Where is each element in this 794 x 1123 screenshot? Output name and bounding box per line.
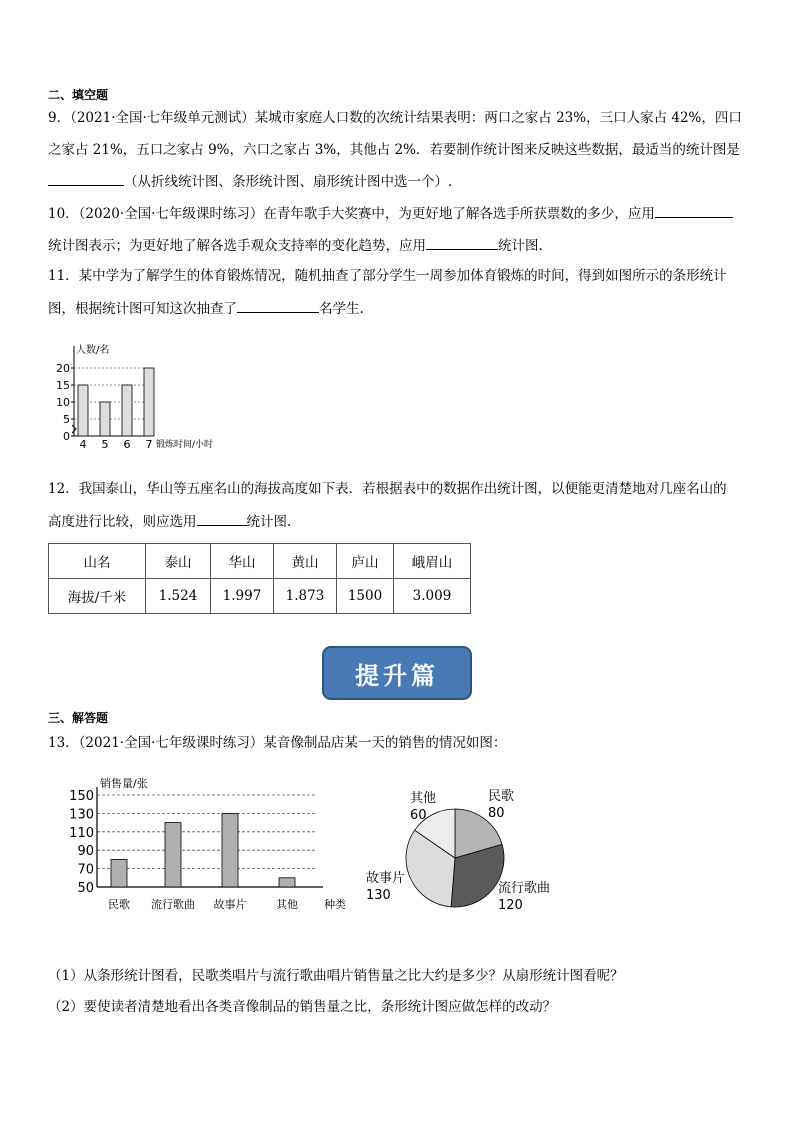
y-tick-label: 5	[63, 413, 70, 426]
q11-line2-end: 名学生.	[319, 301, 364, 317]
section-heading: 三、解答题	[48, 711, 109, 725]
sales-pie-chart	[358, 778, 568, 918]
x-tick-label: 流行歌曲	[151, 898, 195, 911]
q12-line2-text: 高度进行比较，则应选用	[48, 514, 197, 530]
q10-line2-end: 统计图.	[498, 238, 543, 254]
q9-line1: 9．（2021·全国·七年级单元测试）某城市家庭人口数的次统计结果表明：两口之家占 23%，三口人家占 42%，四口	[48, 110, 742, 126]
answer-blank[interactable]	[197, 512, 247, 526]
y-tick-label: 150	[69, 789, 94, 804]
slice-label: 故事片	[366, 871, 406, 886]
q13-sub1: （1）从条形统计图看，民歌类唱片与流行歌曲唱片销售量之比大约是多少？从扇形统计图看呢？	[48, 968, 624, 984]
q12-line2	[48, 512, 291, 531]
q11-line2-text: 图，根据统计图可知这次抽查了	[48, 301, 237, 317]
y-tick-label: 90	[77, 844, 94, 860]
advanced-section-banner: 提升篇	[322, 646, 472, 700]
y-tick-label: 110	[69, 825, 94, 841]
table-row	[49, 579, 471, 614]
x-tick-label: 其他	[276, 898, 298, 911]
q9-line3-text: （从折线统计图、条形统计图、扇形统计图中选一个）.	[124, 174, 453, 190]
table-cell: 黄山	[274, 544, 337, 579]
bar	[122, 385, 132, 436]
q11-line1: 11．某中学为了解学生的体育锻炼情况，随机抽查了部分学生一周参加体育锻炼的时间，得到如图所示的条形统计	[48, 268, 727, 284]
bar	[78, 385, 88, 436]
y-axis-label: 销售量/张	[100, 777, 148, 790]
table-cell: 海拔/千米	[49, 579, 146, 614]
q11-line2	[48, 299, 364, 318]
q12-line2-end: 统计图.	[246, 514, 292, 530]
table-cell: 山名	[49, 544, 146, 579]
q10-line2	[48, 236, 543, 255]
bar	[100, 402, 110, 436]
bar	[165, 823, 181, 887]
x-tick-label: 6	[123, 438, 131, 451]
q10-line1-text: 10．（2020·全国·七年级课时练习）在青年歌手大奖赛中，为更好地了解各选手所获票数的多少，应用	[48, 206, 655, 222]
x-axis-label: 种类	[324, 898, 346, 911]
mountain-height-table	[48, 543, 471, 614]
slice-value: 130	[366, 888, 391, 903]
answer-blank[interactable]	[426, 236, 498, 250]
table-cell: 1500	[337, 579, 394, 614]
table-cell: 1.524	[146, 579, 211, 614]
y-tick-label: 130	[69, 807, 94, 823]
q10-line2-text: 统计图表示；为更好地了解各选手观众支持率的变化趋势，应用	[48, 238, 426, 254]
x-tick-label: 4	[79, 438, 87, 451]
y-tick-label: 50	[77, 881, 94, 896]
y-axis-label: 人数/名	[76, 345, 110, 356]
table-cell: 庐山	[337, 544, 394, 579]
q10-line1	[48, 204, 733, 223]
slice-label: 民歌	[488, 789, 515, 804]
bar	[279, 878, 295, 887]
answer-blank[interactable]	[237, 299, 319, 313]
slice-label: 流行歌曲	[498, 881, 551, 896]
exercise-time-bar-chart	[40, 338, 250, 456]
x-axis-label: 锻炼时间/小时	[156, 440, 214, 450]
bar	[144, 368, 154, 436]
table-cell: 华山	[211, 544, 274, 579]
q9-line2: 之家占 21%，五口之家占 9%，六口之家占 3%，其他占 2%．若要制作统计图来反映这些数据，最适当的统计图是	[48, 142, 740, 158]
y-tick-label: 20	[56, 362, 70, 375]
table-cell: 峨眉山	[394, 544, 471, 579]
sales-bar-chart	[55, 770, 355, 920]
q12-line1: 12．我国泰山，华山等五座名山的海拔高度如下表．若根据表中的数据作出统计图，以便能更清楚地对几座名山的	[48, 481, 727, 497]
x-tick-label: 故事片	[213, 898, 247, 911]
y-tick-label: 15	[56, 379, 70, 392]
slice-label: 其他	[410, 791, 437, 806]
table-cell: 泰山	[146, 544, 211, 579]
q9-line3	[48, 172, 452, 191]
table-header-row	[49, 544, 471, 579]
x-tick-label: 7	[145, 438, 153, 451]
table-cell: 3.009	[394, 579, 471, 614]
slice-value: 80	[488, 806, 505, 821]
x-tick-label: 民歌	[108, 898, 130, 911]
q13-sub2: （2）要使读者清楚地看出各类音像制品的销售量之比，条形统计图应做怎样的改动？	[48, 999, 557, 1015]
bar	[111, 859, 127, 887]
bar	[222, 813, 238, 887]
y-tick-label: 70	[77, 862, 94, 878]
answer-blank[interactable]	[655, 204, 733, 218]
answer-blank[interactable]	[48, 172, 124, 186]
section-heading: 二、填空题	[48, 88, 109, 102]
y-tick-label: 10	[56, 396, 70, 409]
slice-value: 60	[410, 808, 427, 823]
slice-value: 120	[498, 898, 523, 913]
x-tick-label: 5	[101, 438, 109, 451]
q13-intro: 13．（2021·全国·七年级课时练习）某音像制品店某一天的销售的情况如图：	[48, 735, 507, 751]
table-cell: 1.997	[211, 579, 274, 614]
table-cell: 1.873	[274, 579, 337, 614]
y-tick-label: 0	[63, 430, 70, 443]
